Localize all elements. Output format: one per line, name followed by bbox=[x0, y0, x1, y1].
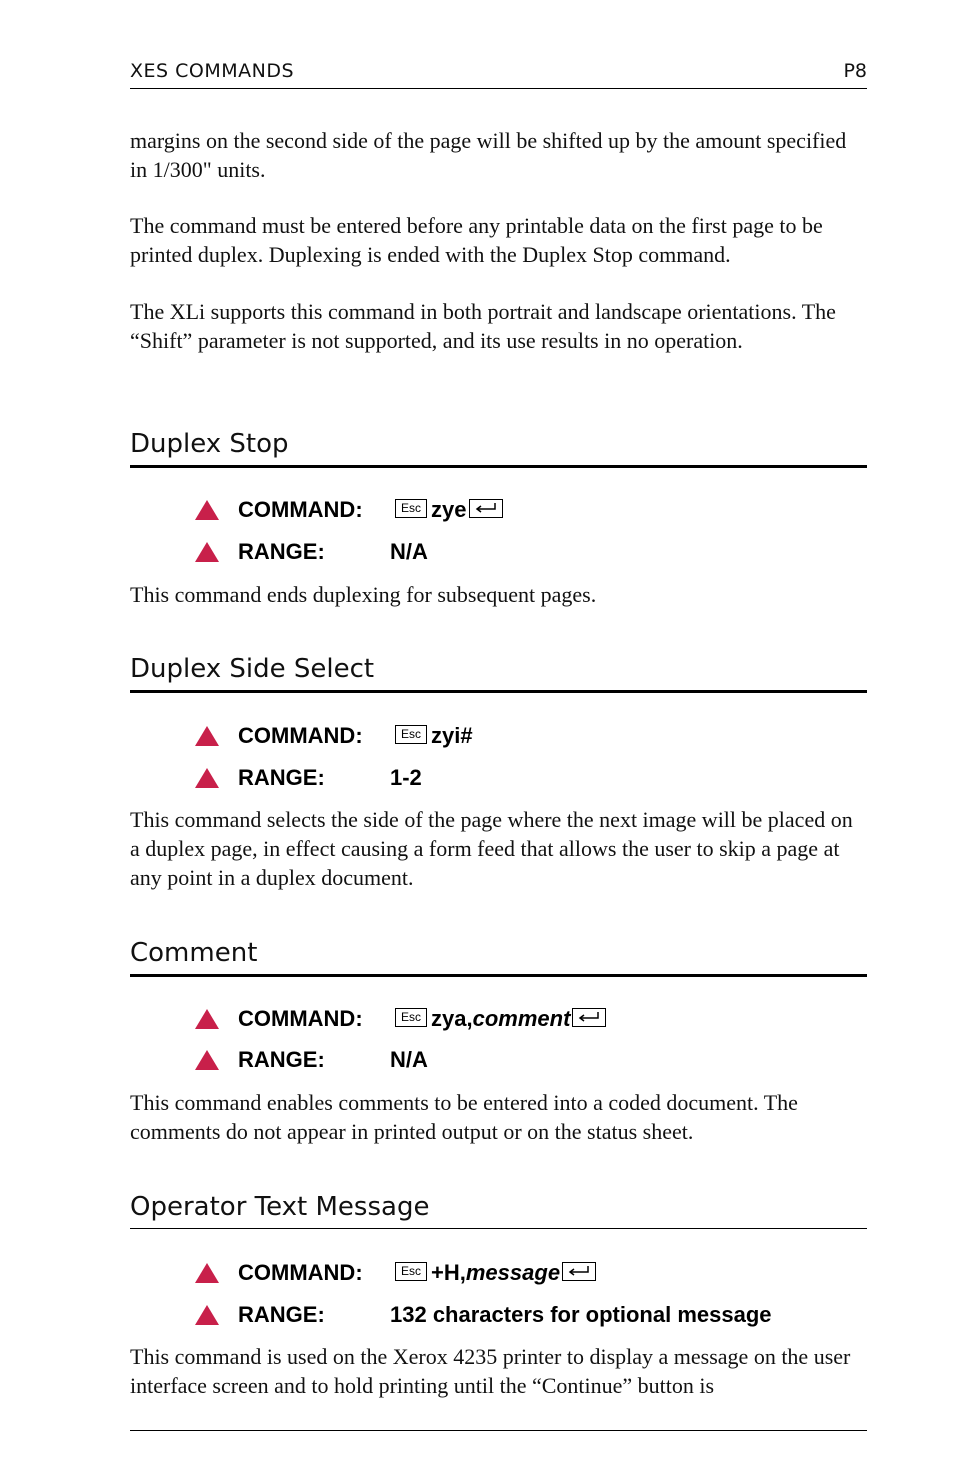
triangle-bullet-icon bbox=[195, 1263, 219, 1283]
command-line bbox=[195, 1259, 867, 1287]
range-label: RANGE: bbox=[238, 1047, 325, 1072]
range-label: RANGE: bbox=[238, 765, 325, 790]
section-heading-operator-text-message bbox=[130, 1192, 867, 1229]
command-parameter: comment bbox=[472, 1006, 571, 1031]
section-description: This command is used on the Xerox 4235 printer to display a message on the user interface screen and to hold printing until the “Continue” button is bbox=[130, 1344, 851, 1398]
return-key-icon bbox=[572, 1008, 606, 1027]
command-parameter: message bbox=[465, 1260, 561, 1285]
section-heading-duplex-stop bbox=[130, 429, 867, 468]
triangle-bullet-icon bbox=[195, 1050, 219, 1070]
section-description: This command ends duplexing for subsequent pages. bbox=[130, 582, 597, 607]
header-title: XES COMMANDS bbox=[130, 60, 295, 82]
command-label: COMMAND: bbox=[238, 1006, 363, 1031]
command-syntax bbox=[395, 496, 503, 524]
command-syntax bbox=[395, 1005, 606, 1033]
page-number: P8 bbox=[843, 60, 867, 82]
command-code: zye bbox=[431, 497, 467, 522]
section-title: Operator Text Message bbox=[130, 1192, 430, 1222]
command-label: COMMAND: bbox=[238, 1260, 363, 1285]
range-line bbox=[195, 1046, 867, 1074]
range-line bbox=[195, 538, 867, 566]
section-description: This command selects the side of the page where the next image will be placed on a duplex page, in effect causing a form feed that allows the user to skip a page at any point in a duplex document. bbox=[130, 807, 853, 890]
footer-rule bbox=[130, 1430, 867, 1431]
triangle-bullet-icon bbox=[195, 726, 219, 746]
section-description: This command enables comments to be entered into a coded document. The comments do not appear in printed output or on the status sheet. bbox=[130, 1090, 798, 1144]
intro-paragraph-2: The command must be entered before any printable data on the first page to be printed duplex. Duplexing is ended with the Duplex Stop command. bbox=[130, 213, 823, 267]
running-header bbox=[130, 58, 867, 89]
section-heading-comment bbox=[130, 938, 867, 977]
command-syntax bbox=[395, 722, 473, 750]
esc-key-icon: Esc bbox=[395, 1008, 427, 1027]
esc-key-icon: Esc bbox=[395, 725, 427, 744]
intro-paragraph-3: The XLi supports this command in both portrait and landscape orientations. The “Shift” parameter is not supported, and its use results in no operation. bbox=[130, 299, 836, 353]
command-line bbox=[195, 1005, 867, 1033]
range-line bbox=[195, 1301, 867, 1329]
command-line bbox=[195, 496, 867, 524]
return-key-icon bbox=[469, 499, 503, 518]
range-label: RANGE: bbox=[238, 1302, 325, 1327]
command-syntax bbox=[395, 1259, 596, 1287]
command-line bbox=[195, 722, 867, 750]
command-code: zya, bbox=[431, 1006, 473, 1031]
triangle-bullet-icon bbox=[195, 500, 219, 520]
triangle-bullet-icon bbox=[195, 768, 219, 788]
section-title: Duplex Stop bbox=[130, 429, 289, 459]
triangle-bullet-icon bbox=[195, 542, 219, 562]
command-code: zyi# bbox=[431, 723, 473, 748]
return-key-icon bbox=[562, 1262, 596, 1281]
range-line bbox=[195, 764, 867, 792]
range-value: N/A bbox=[390, 1047, 428, 1072]
command-label: COMMAND: bbox=[238, 723, 363, 748]
range-value: N/A bbox=[390, 539, 428, 564]
triangle-bullet-icon bbox=[195, 1305, 219, 1325]
range-value: 132 characters for optional message bbox=[390, 1302, 772, 1327]
range-value: 1-2 bbox=[390, 765, 422, 790]
command-label: COMMAND: bbox=[238, 497, 363, 522]
intro-paragraph-1: margins on the second side of the page will be shifted up by the amount specified in 1/300" units. bbox=[130, 128, 847, 182]
section-title: Comment bbox=[130, 938, 258, 968]
section-heading-duplex-side-select bbox=[130, 654, 867, 693]
range-label: RANGE: bbox=[238, 539, 325, 564]
command-code: +H, bbox=[431, 1260, 466, 1285]
esc-key-icon: Esc bbox=[395, 1262, 427, 1281]
triangle-bullet-icon bbox=[195, 1009, 219, 1029]
esc-key-icon: Esc bbox=[395, 499, 427, 518]
section-title: Duplex Side Select bbox=[130, 654, 375, 684]
